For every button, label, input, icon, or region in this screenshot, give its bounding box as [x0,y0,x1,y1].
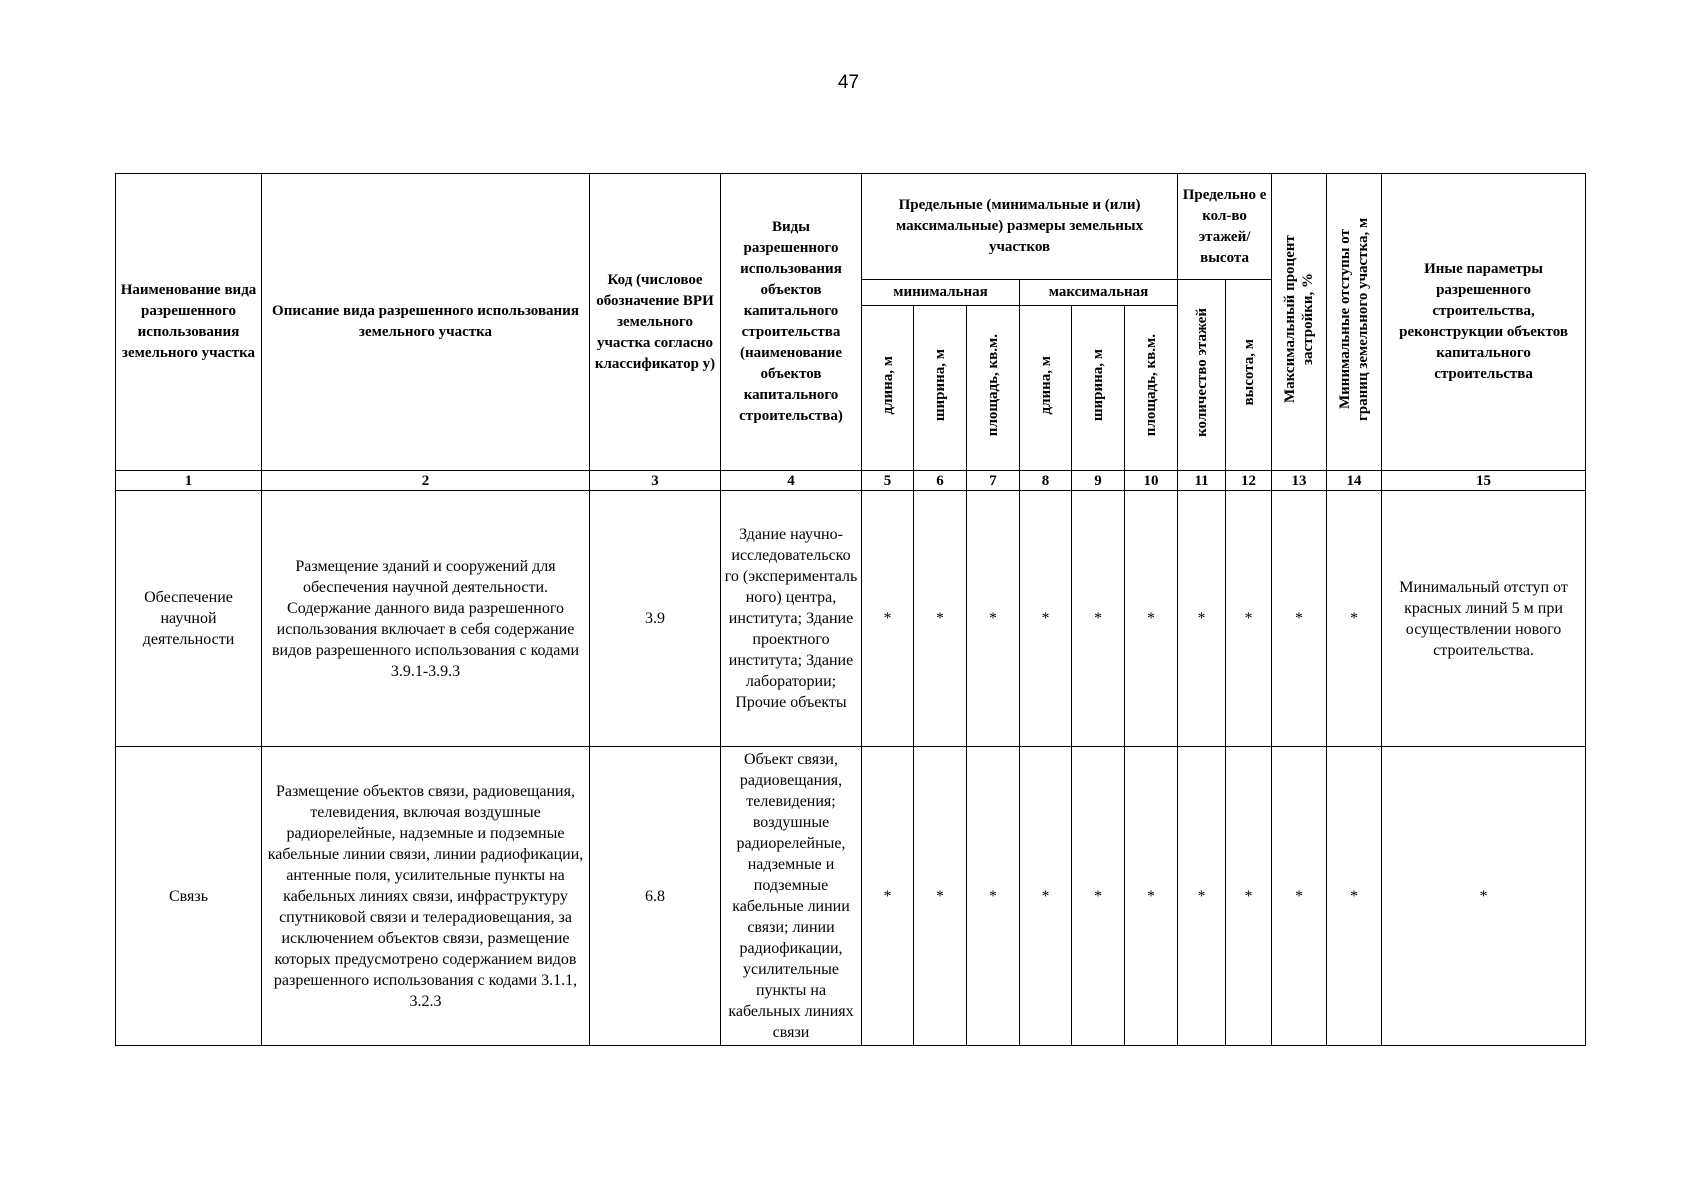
row-value: * [1226,747,1272,1046]
header-min-group: минимальная [862,280,1020,306]
row-value: * [1272,491,1327,747]
header-max-length-label: длина, м [1037,355,1054,415]
header-other-params: Иные параметры разрешенного строительства, реконструкции объектов капитального строительства [1382,174,1586,471]
header-max-width [1072,306,1125,471]
row-value: * [967,491,1020,747]
page-number: 47 [837,72,860,93]
header-plot-sizes: Предельные (минимальные и (или) максимальные) размеры земельных участков [862,174,1178,280]
row-code: 6.8 [590,747,721,1046]
header-floors-count [1178,280,1226,471]
column-number: 8 [1020,471,1072,491]
row-value: * [862,491,914,747]
header-min-setback [1327,174,1382,471]
row-objects: Здание научно-исследовательско го (эксперименталь ного) центра, института; Здание проектного института; Здание лаборатории; Прочие объекты [721,491,862,747]
header-max-group: максимальная [1020,280,1178,306]
column-number: 3 [590,471,721,491]
header-min-width-label: ширина, м [932,348,948,422]
row-value: * [1178,747,1226,1046]
row-value: * [1020,491,1072,747]
header-code: Код (числовое обозначение ВРИ земельного участка согласно классификатор у) [590,174,721,471]
column-number: 4 [721,471,862,491]
header-height-label: высота, м [1240,338,1257,406]
column-number: 1 [116,471,262,491]
row-value: * [914,491,967,747]
row-value: * [1125,491,1178,747]
row-value: * [1272,747,1327,1046]
row-description: Размещение зданий и сооружений для обеспечения научной деятельности. Содержание данного вида разрешенного использования включает в себя содержание видов разрешенного использования с кодами 3.9.1-3.9.3 [262,491,590,747]
row-value: * [1125,747,1178,1046]
row-value: * [914,747,967,1046]
column-number: 6 [914,471,967,491]
row-value: * [1226,491,1272,747]
row-value: * [967,747,1020,1046]
row-code: 3.9 [590,491,721,747]
column-number: 9 [1072,471,1125,491]
header-min-area-label: площадь, кв.м. [985,333,1001,437]
row-other-params: * [1382,747,1586,1046]
header-max-build-pct [1272,174,1327,471]
header-min-area [967,306,1020,471]
row-name: Связь [116,747,262,1046]
column-number: 11 [1178,471,1226,491]
header-max-length [1020,306,1072,471]
row-name: Обеспечение научной деятельности [116,491,262,747]
row-description: Размещение объектов связи, радиовещания, телевидения, включая воздушные радиорелейные, надземные и подземные кабельные линии связи, линии радиофикации, антенные поля, усилительные пункты на кабельных линиях связи, инфраструктуру спутниковой связи и телерадиовещания, за исключением объектов связи, размещение которых предусмотрено содержанием видов разрешенного использования с кодами 3.1.1, 3.2.3 [262,747,590,1046]
column-number: 2 [262,471,590,491]
header-max-area-label: площадь, кв.м. [1143,333,1160,437]
row-value: * [1327,747,1382,1046]
row-other-params: Минимальный отступ от красных линий 5 м при осуществлении нового строительства. [1382,491,1586,747]
header-name: Наименование вида разрешенного использования земельного участка [116,174,262,471]
row-value: * [1327,491,1382,747]
column-number: 14 [1327,471,1382,491]
row-objects: Объект связи, радиовещания, телевидения; воздушные радиорелейные, надземные и подземные кабельные линии связи; линии радиофикации, усилительные пункты на кабельных линиях связи [721,747,862,1046]
header-row [116,174,1586,280]
column-number: 10 [1125,471,1178,491]
table-row [116,747,1586,1046]
header-min-length-label: длина, м [879,355,896,415]
header-height [1226,280,1272,471]
header-max-build-pct-label: Максимальный процент застройки, % [1282,235,1317,403]
column-number: 13 [1272,471,1327,491]
row-value: * [1178,491,1226,747]
header-floors-count-label: количество этажей [1193,307,1210,437]
header-max-width-label: ширина, м [1090,348,1106,422]
land-use-table [115,173,1586,1046]
row-value: * [1072,491,1125,747]
header-min-width [914,306,967,471]
row-value: * [1072,747,1125,1046]
header-min-length [862,306,914,471]
header-max-area [1125,306,1178,471]
column-number-row [116,471,1586,491]
row-value: * [1020,747,1072,1046]
column-number: 5 [862,471,914,491]
column-number: 12 [1226,471,1272,491]
header-floors-group: Предельно е кол-во этажей/ высота [1178,174,1272,280]
table-row [116,491,1586,747]
header-min-setback-label: Минимальные отступы от границ земельного участка, м [1337,217,1372,421]
column-number: 7 [967,471,1020,491]
header-description: Описание вида разрешенного использования земельного участка [262,174,590,471]
row-value: * [862,747,914,1046]
header-objects: Виды разрешенного использования объектов капитального строительства (наименование объектов капитального строительства) [721,174,862,471]
column-number: 15 [1382,471,1586,491]
